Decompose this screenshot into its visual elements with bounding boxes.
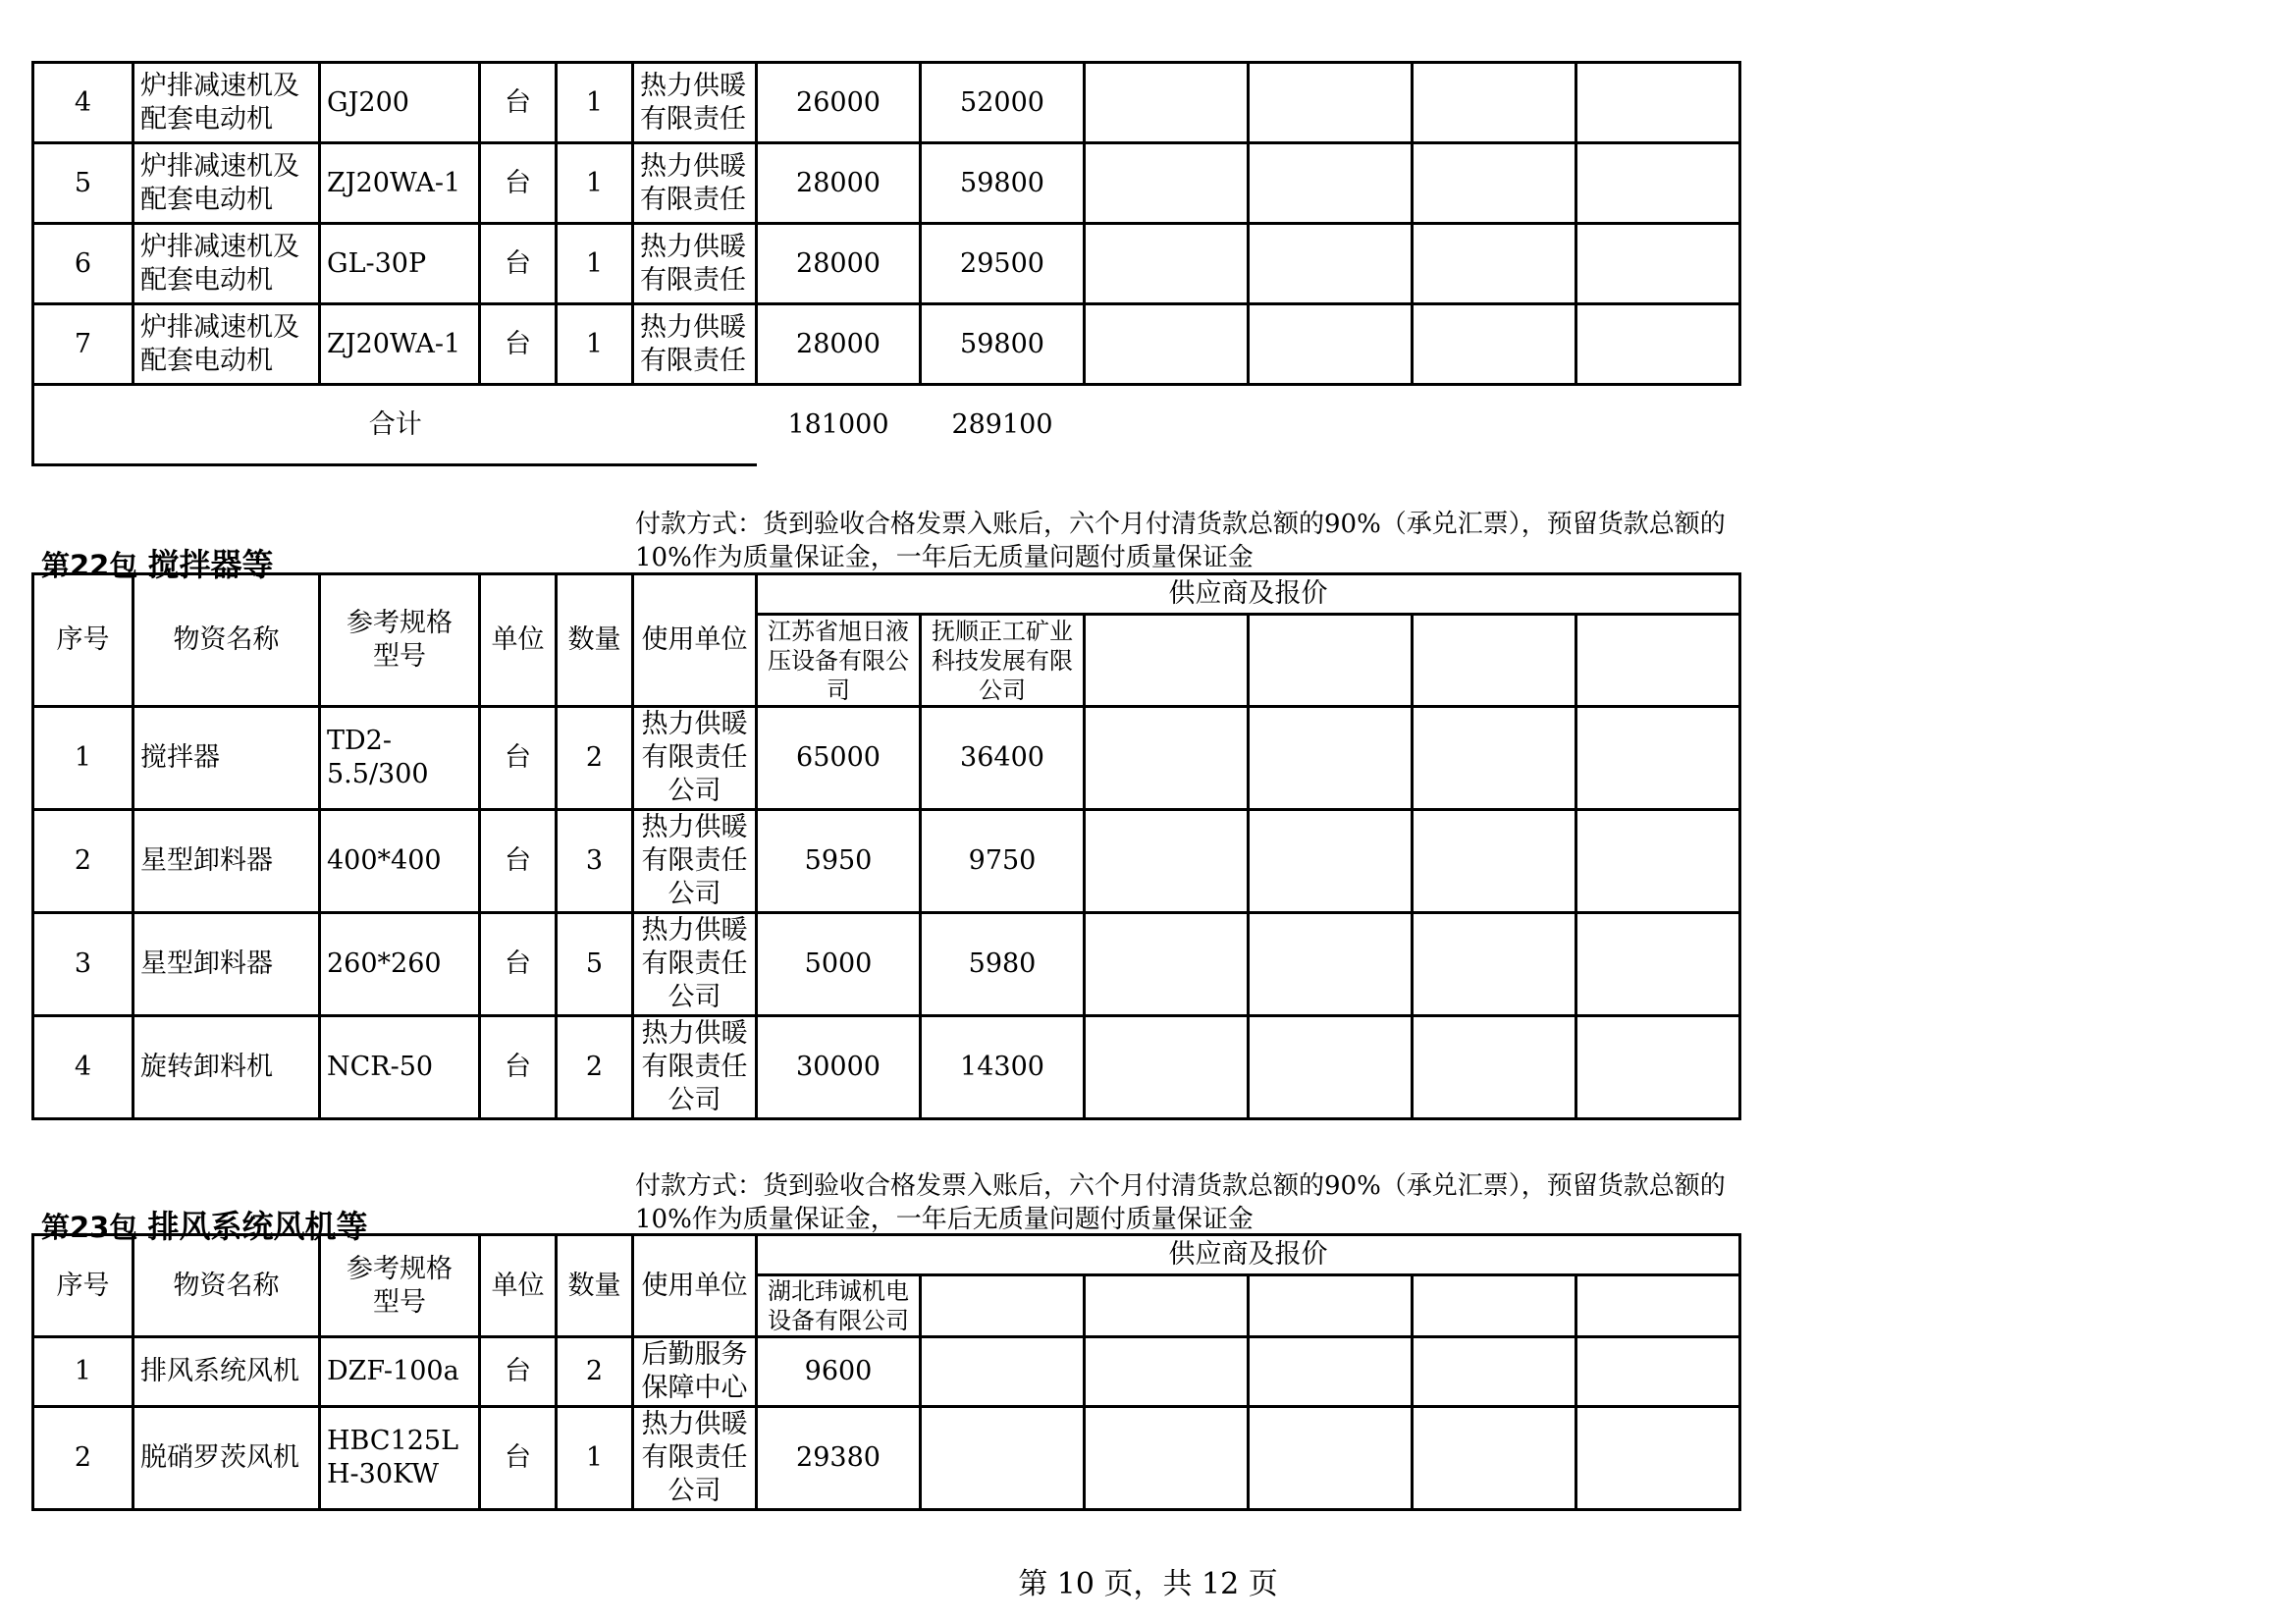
item-user: 热力供暖有限责任公司 <box>633 707 757 810</box>
top-table <box>31 61 1741 466</box>
header-spec: 参考规格型号 <box>320 574 480 707</box>
item-qty: 5 <box>557 913 633 1016</box>
item-unit: 台 <box>480 1016 557 1119</box>
header-suppliers: 供应商及报价 <box>757 1235 1740 1275</box>
table-row <box>33 1016 1740 1119</box>
total-row <box>33 385 1740 465</box>
item-qty: 1 <box>557 224 633 304</box>
item-spec: ZJ20WA-1 <box>320 143 480 224</box>
item-spec: 400*400 <box>320 810 480 913</box>
header-suppliers: 供应商及报价 <box>757 574 1740 615</box>
item-name: 搅拌器 <box>133 707 320 810</box>
item-user: 热力供暖有限责任公司 <box>633 913 757 1016</box>
total-label: 合计 <box>33 385 757 465</box>
item-spec: NCR-50 <box>320 1016 480 1119</box>
price-2: 59800 <box>921 143 1085 224</box>
pkg22-payment-terms: 付款方式：货到验收合格发票入账后，六个月付清货款总额的90%（承兑汇票），预留货款总额的10%作为质量保证金，一年后无质量问题付质量保证金 <box>635 510 1726 572</box>
item-unit: 台 <box>480 143 557 224</box>
row-number: 5 <box>33 143 133 224</box>
pkg22-name: 搅拌器等 <box>147 546 274 583</box>
pkg23-payment-terms: 付款方式：货到验收合格发票入账后，六个月付清货款总额的90%（承兑汇票），预留货款总额的10%作为质量保证金，一年后无质量问题付质量保证金 <box>635 1171 1726 1234</box>
item-qty: 1 <box>557 63 633 143</box>
row-number: 6 <box>33 224 133 304</box>
row-number: 4 <box>33 1016 133 1119</box>
item-spec: GJ200 <box>320 63 480 143</box>
item-qty: 2 <box>557 1016 633 1119</box>
row-number: 1 <box>33 1337 133 1407</box>
item-qty: 2 <box>557 1337 633 1407</box>
item-spec: DZF-100a <box>320 1337 480 1407</box>
row-number: 4 <box>33 63 133 143</box>
pkg23-name: 排风系统风机等 <box>147 1208 368 1245</box>
pkg23-table <box>31 1233 1741 1511</box>
price-2: 14300 <box>921 1016 1085 1119</box>
item-name: 排风系统风机 <box>133 1337 320 1407</box>
row-number: 2 <box>33 810 133 913</box>
table-row <box>33 1337 1740 1407</box>
item-unit: 台 <box>480 913 557 1016</box>
item-unit: 台 <box>480 810 557 913</box>
table-row <box>33 224 1740 304</box>
item-unit: 台 <box>480 63 557 143</box>
item-unit: 台 <box>480 1407 557 1510</box>
price-1: 28000 <box>757 304 921 385</box>
item-name: 脱硝罗茨风机 <box>133 1407 320 1510</box>
table-row <box>33 304 1740 385</box>
item-name: 旋转卸料机 <box>133 1016 320 1119</box>
header-unit: 单位 <box>480 574 557 707</box>
page-footer: 第 10 页，共 12 页 <box>1018 1567 1278 1601</box>
item-user: 热力供暖有限责任 <box>640 311 746 376</box>
item-name: 炉排减速机及配套电动机 <box>133 304 320 385</box>
price-1: 5950 <box>757 810 921 913</box>
header-name: 物资名称 <box>133 1235 320 1337</box>
table-row <box>33 707 1740 810</box>
table-row <box>33 63 1740 143</box>
header-qty: 数量 <box>557 574 633 707</box>
supplier-1: 湖北玮诚机电设备有限公司 <box>757 1275 921 1337</box>
item-unit: 台 <box>480 1337 557 1407</box>
item-qty: 2 <box>557 707 633 810</box>
item-spec: ZJ20WA-1 <box>320 304 480 385</box>
price-2: 59800 <box>921 304 1085 385</box>
price-1: 29380 <box>757 1407 921 1510</box>
item-unit: 台 <box>480 304 557 385</box>
supplier-2: 抚顺正工矿业科技发展有限公司 <box>921 615 1085 707</box>
item-qty: 3 <box>557 810 633 913</box>
header-name: 物资名称 <box>133 574 320 707</box>
header-qty: 数量 <box>557 1235 633 1337</box>
price-1: 26000 <box>757 63 921 143</box>
header-user: 使用单位 <box>633 574 757 707</box>
header-unit: 单位 <box>480 1235 557 1337</box>
item-user: 热力供暖有限责任公司 <box>633 810 757 913</box>
table-row <box>33 913 1740 1016</box>
item-spec: TD2-5.5/300 <box>320 707 480 810</box>
price-1: 28000 <box>757 224 921 304</box>
item-user: 热力供暖有限责任 <box>640 150 746 215</box>
price-1: 9600 <box>757 1337 921 1407</box>
item-spec: 260*260 <box>320 913 480 1016</box>
item-qty: 1 <box>557 1407 633 1510</box>
item-user: 热力供暖有限责任 <box>640 70 746 135</box>
pkg22-table <box>31 572 1741 1120</box>
price-2: 5980 <box>921 913 1085 1016</box>
table-row <box>33 1407 1740 1510</box>
item-spec: GL-30P <box>320 224 480 304</box>
item-name: 星型卸料器 <box>133 810 320 913</box>
item-user: 热力供暖有限责任公司 <box>633 1016 757 1119</box>
price-2: 36400 <box>921 707 1085 810</box>
header-user: 使用单位 <box>633 1235 757 1337</box>
item-spec: HBC125LH-30KW <box>320 1407 480 1510</box>
total-price-1: 181000 <box>757 385 921 465</box>
row-number: 2 <box>33 1407 133 1510</box>
pkg23-label: 第23包 <box>41 1211 138 1244</box>
header-spec: 参考规格型号 <box>320 1235 480 1337</box>
item-user: 热力供暖有限责任 <box>640 231 746 296</box>
price-1: 65000 <box>757 707 921 810</box>
header-no: 序号 <box>33 1235 133 1337</box>
item-qty: 1 <box>557 304 633 385</box>
row-number: 7 <box>33 304 133 385</box>
item-name: 炉排减速机及配套电动机 <box>133 63 320 143</box>
item-unit: 台 <box>480 224 557 304</box>
header-row <box>33 574 1740 615</box>
supplier-1: 江苏省旭日液压设备有限公司 <box>757 615 921 707</box>
total-price-2: 289100 <box>921 385 1085 465</box>
header-no: 序号 <box>33 574 133 707</box>
item-name: 炉排减速机及配套电动机 <box>133 143 320 224</box>
price-1: 5000 <box>757 913 921 1016</box>
item-user: 后勤服务保障中心 <box>633 1337 757 1407</box>
item-unit: 台 <box>480 707 557 810</box>
header-row <box>33 1235 1740 1275</box>
row-number: 3 <box>33 913 133 1016</box>
price-2: 52000 <box>921 63 1085 143</box>
item-name: 星型卸料器 <box>133 913 320 1016</box>
pkg22-label: 第22包 <box>41 549 138 582</box>
price-1: 30000 <box>757 1016 921 1119</box>
row-number: 1 <box>33 707 133 810</box>
price-2: 9750 <box>921 810 1085 913</box>
price-1: 28000 <box>757 143 921 224</box>
item-name: 炉排减速机及配套电动机 <box>133 224 320 304</box>
item-user: 热力供暖有限责任公司 <box>633 1407 757 1510</box>
item-qty: 1 <box>557 143 633 224</box>
table-row <box>33 810 1740 913</box>
price-2: 29500 <box>921 224 1085 304</box>
table-row <box>33 143 1740 224</box>
